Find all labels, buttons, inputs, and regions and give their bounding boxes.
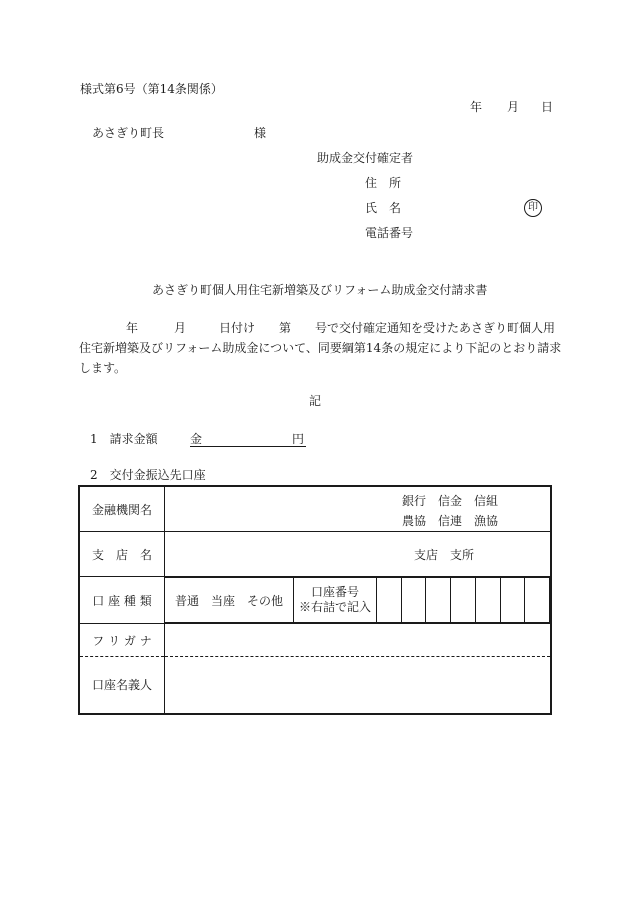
account-digit-box[interactable]: [401, 578, 426, 623]
addressee-mayor: あさぎり町長: [92, 126, 165, 140]
account-number-label: [294, 578, 377, 623]
branch-name-field[interactable]: [165, 532, 552, 577]
account-number-label-line-1: 口座番号: [310, 585, 359, 599]
seal-mark: 印: [524, 199, 542, 217]
addressee-honorific: 様: [254, 126, 267, 140]
account-digit-box[interactable]: [377, 578, 402, 623]
amount-prefix: 金: [190, 432, 203, 446]
account-digit-box[interactable]: [525, 578, 550, 623]
body-paragraph: [79, 318, 562, 378]
account-holder-row: [79, 657, 551, 714]
account-type-options[interactable]: 普通 当座 その他: [165, 578, 294, 623]
branch-types: 支店 支所: [413, 547, 474, 562]
bank-name-label: 金融機関名: [79, 486, 165, 532]
furigana-label: フ リ ガ ナ: [79, 624, 165, 657]
account-type-row: [79, 577, 551, 624]
account-section-label: 2 交付金振込先口座: [90, 468, 206, 482]
body-day: 日付け: [219, 321, 256, 335]
body-month: 月: [174, 321, 187, 335]
bank-types-line-1: 銀行 信金 信組: [401, 494, 498, 508]
account-holder-field[interactable]: [165, 657, 552, 714]
request-amount-field[interactable]: [190, 432, 306, 447]
account-type-label: 口 座 種 類: [79, 577, 165, 624]
date-year-label: 年: [470, 100, 483, 114]
branch-name-label: 支 店 名: [79, 532, 165, 577]
body-line-1-rest: 号で交付確定通知を受けたあさぎり町個人用: [315, 321, 556, 335]
applicant-heading: 助成金交付確定者: [317, 151, 414, 165]
ki-label: 記: [309, 394, 322, 408]
phone-label: 電話番号: [365, 226, 414, 240]
account-digit-box[interactable]: [500, 578, 525, 623]
bank-name-field[interactable]: [165, 486, 552, 532]
account-number-label-line-2: ※右詰で記入: [298, 600, 371, 614]
bank-row: [79, 486, 551, 532]
body-year: 年: [126, 321, 139, 335]
body-number-prefix: 第: [279, 321, 292, 335]
address-label: 住 所: [365, 176, 402, 190]
body-line-1: [79, 318, 555, 338]
account-digit-box[interactable]: [475, 578, 500, 623]
body-line-3: します。: [79, 361, 127, 375]
branch-row: [79, 532, 551, 577]
account-holder-label: 口座名義人: [79, 657, 165, 714]
amount-suffix: 円: [291, 432, 304, 446]
form-number: 様式第6号（第14条関係）: [80, 82, 223, 96]
account-type-cell: [165, 577, 552, 624]
account-digit-box[interactable]: [426, 578, 451, 623]
request-amount-label: 1 請求金額: [90, 432, 158, 446]
name-label: 氏 名: [365, 201, 402, 215]
account-digit-box[interactable]: [451, 578, 476, 623]
date-month-label: 月: [507, 100, 520, 114]
furigana-field[interactable]: [165, 624, 552, 657]
date-day-label: 日: [541, 100, 554, 114]
furigana-row: [79, 624, 551, 657]
bank-account-table: [78, 485, 552, 715]
document-title: あさぎり町個人用住宅新増築及びリフォーム助成金交付請求書: [152, 283, 488, 297]
bank-types-line-2: 農協 信連 漁協: [401, 514, 498, 528]
body-line-2: 住宅新増築及びリフォーム助成金について、同要綱第14条の規定により下記のとおり請求: [79, 341, 562, 355]
